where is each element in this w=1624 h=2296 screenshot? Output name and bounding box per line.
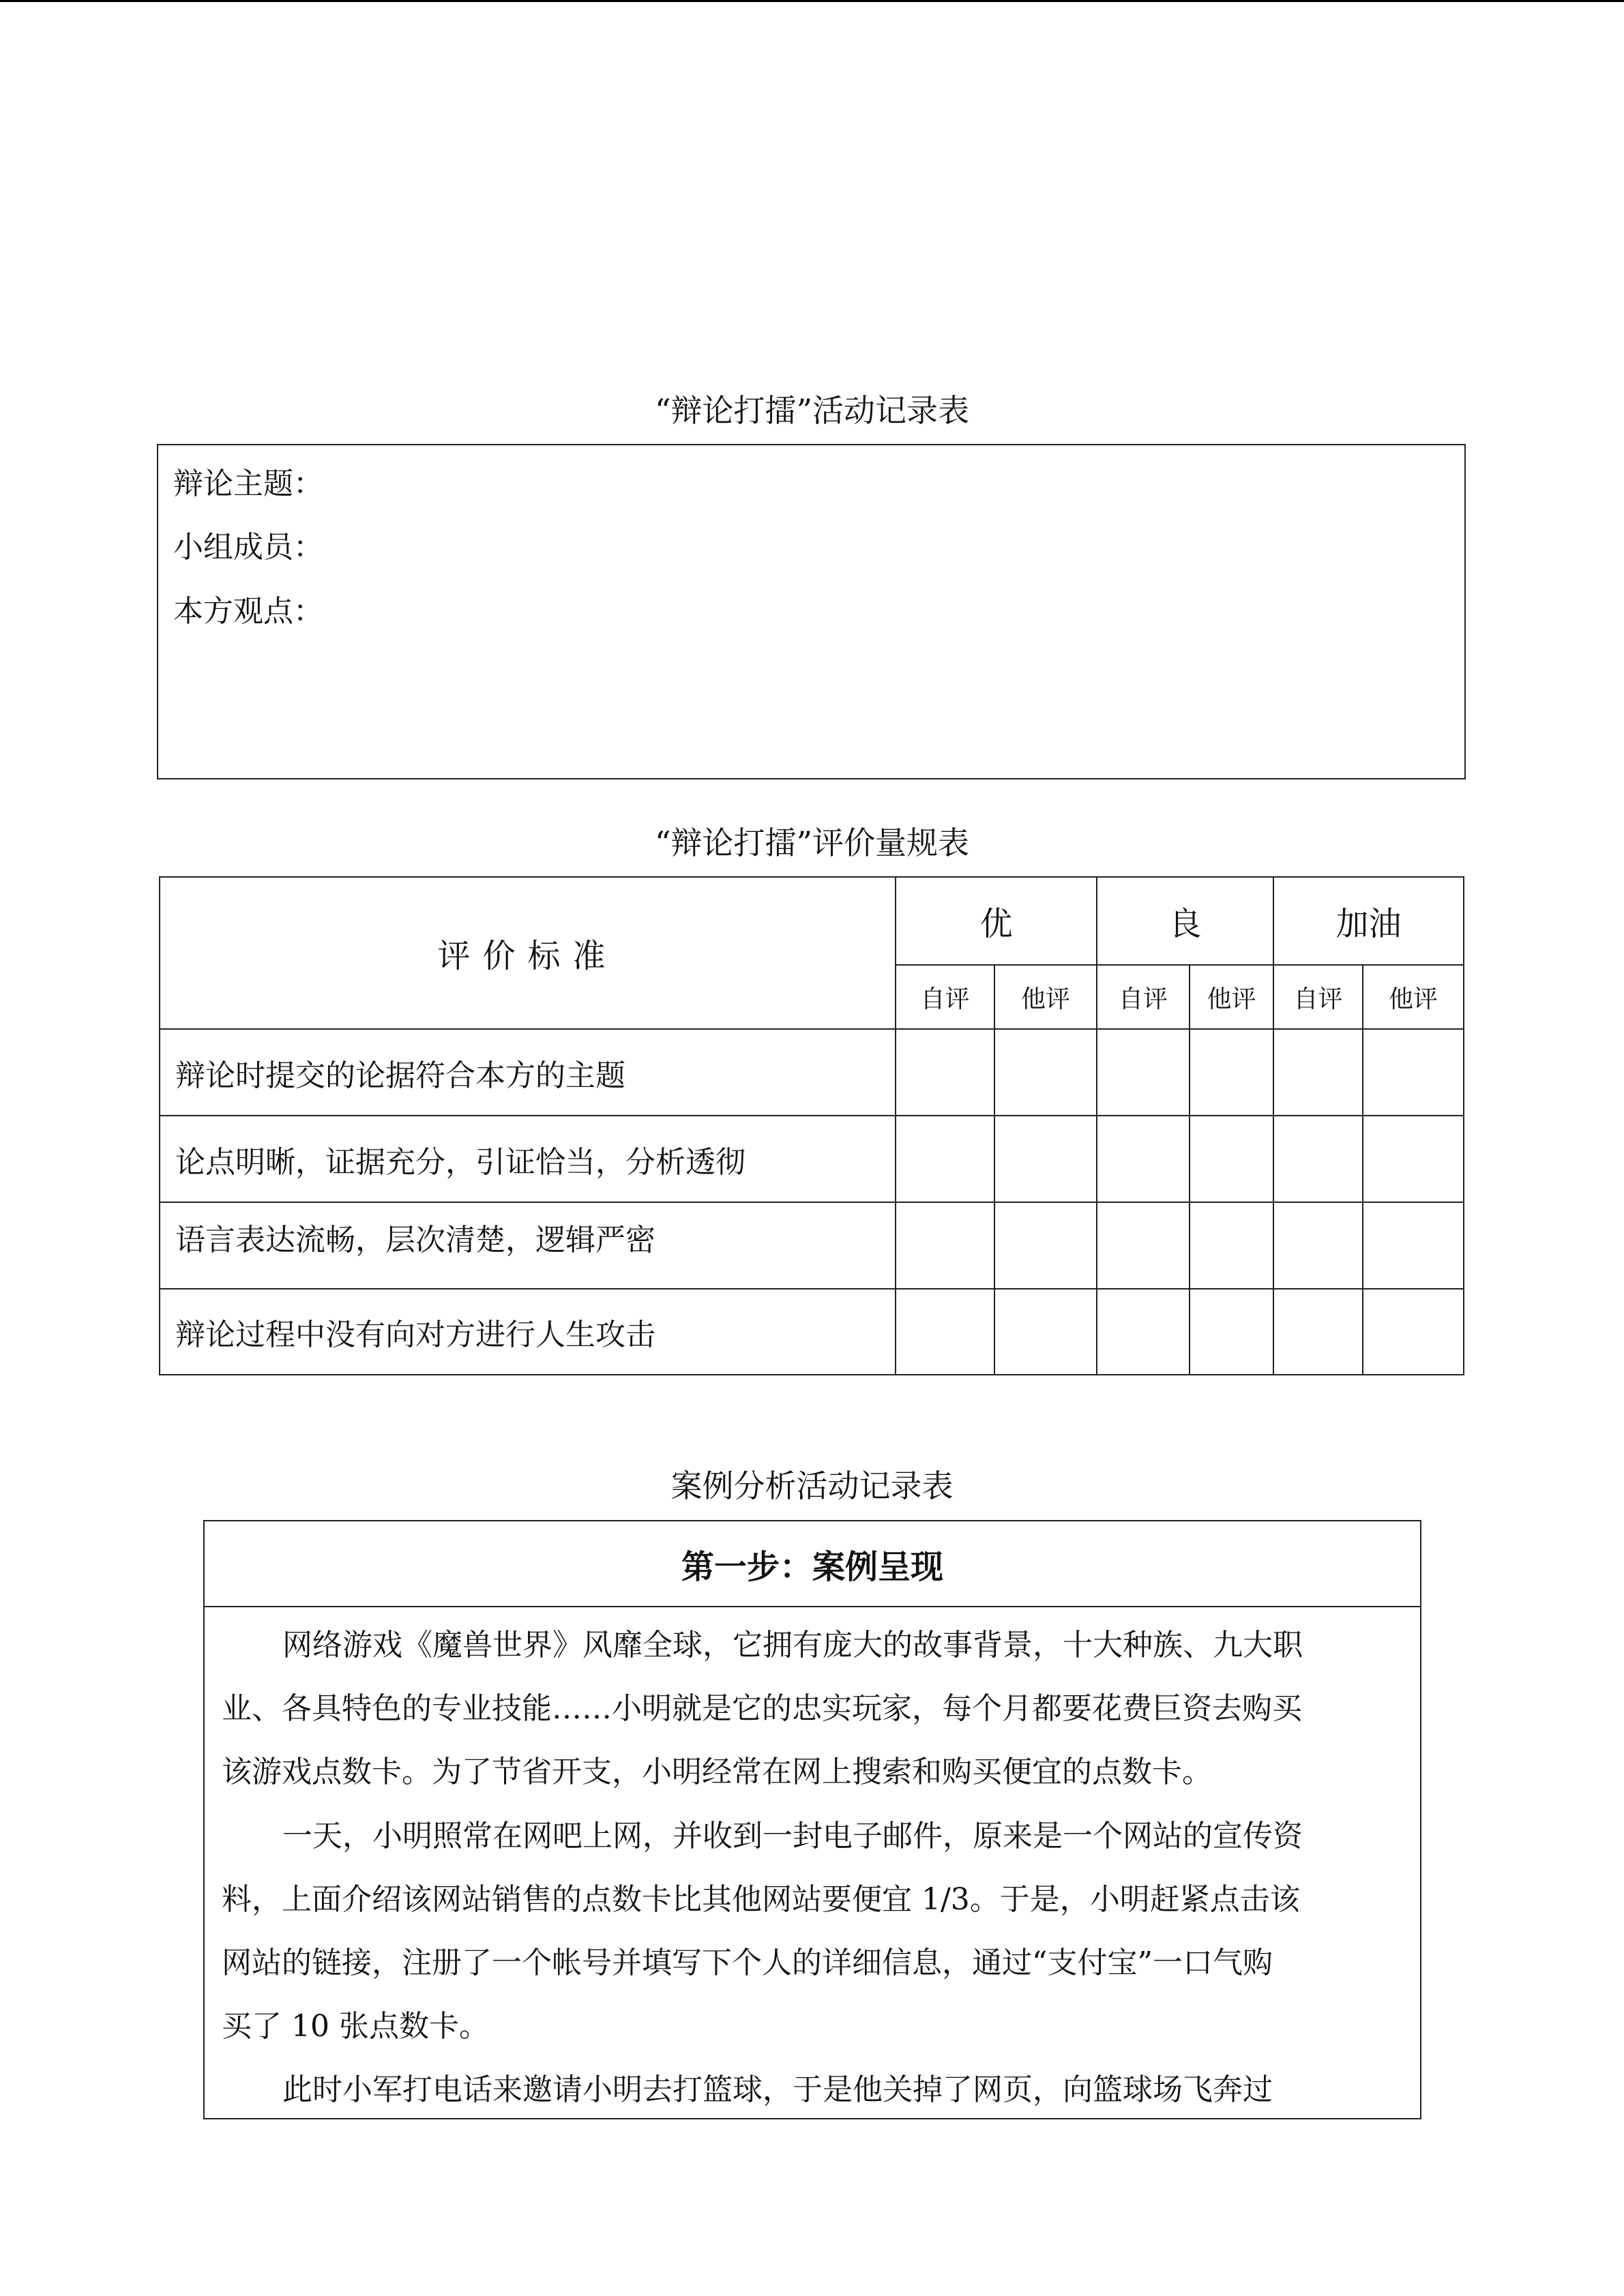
criterion-cell: 辩论过程中没有向对方进行人生攻击 <box>160 1289 896 1375</box>
case-text-line: 此时小军打电话来邀请小明去打篮球，于是他关掉了网页，向篮球场飞奔过 <box>282 2072 1273 2107</box>
sub-header-peer: 他评 <box>994 965 1097 1029</box>
table-row <box>160 1289 1464 1375</box>
sub-header-self: 自评 <box>896 965 994 1029</box>
rating-cell <box>896 1116 994 1202</box>
rubric-title: “辩论打擂”评价量规表 <box>654 824 970 861</box>
rating-cell <box>1097 1289 1190 1375</box>
rating-cell <box>1273 1289 1363 1375</box>
rating-cell <box>896 1289 994 1375</box>
field-debate-topic: 辩论主题： <box>173 466 323 501</box>
case-analysis-box <box>203 1520 1421 2119</box>
criterion-cell: 论点明晰，证据充分，引证恰当，分析透彻 <box>160 1116 896 1202</box>
rating-cell <box>1273 1202 1363 1289</box>
record-table-title: “辩论打擂”活动记录表 <box>654 392 970 429</box>
rating-cell <box>1363 1116 1464 1202</box>
case-text-line: 网站的链接，注册了一个帐号并填写下个人的详细信息，通过“支付宝”一口气购 <box>222 1945 1273 1980</box>
criterion-cell: 辩论时提交的论据符合本方的主题 <box>160 1029 896 1116</box>
case-text-line: 买了 10 张点数卡。 <box>222 2009 489 2044</box>
rubric-header-criteria: 评价标准 <box>160 877 896 1029</box>
rating-cell <box>1190 1289 1273 1375</box>
sub-header-self: 自评 <box>1097 965 1190 1029</box>
rating-cell <box>994 1289 1097 1375</box>
rating-cell <box>994 1029 1097 1116</box>
rating-cell <box>1273 1116 1363 1202</box>
rating-cell <box>994 1202 1097 1289</box>
rating-cell <box>1097 1202 1190 1289</box>
case-text-line: 料，上面介绍该网站销售的点数卡比其他网站要便宜 1/3。于是，小明赶紧点击该 <box>222 1882 1300 1917</box>
level-excellent: 优 <box>896 877 1097 965</box>
case-text-line: 网络游戏《魔兽世界》风靡全球，它拥有庞大的故事背景，十大种族、九大职 <box>282 1628 1303 1663</box>
case-analysis-title: 案例分析活动记录表 <box>670 1467 954 1504</box>
rubric-table <box>159 876 1464 1375</box>
case-text-line: 业、各具特色的专业技能……小明就是它的忠实玩家，每个月都要花费巨资去购买 <box>222 1691 1302 1726</box>
table-row <box>160 1202 1464 1289</box>
field-our-viewpoint: 本方观点： <box>173 594 323 629</box>
rating-cell <box>1097 1116 1190 1202</box>
record-table-box <box>157 444 1466 779</box>
criterion-cell: 语言表达流畅，层次清楚，逻辑严密 <box>160 1202 896 1289</box>
case-text-line: 一天，小明照常在网吧上网，并收到一封电子邮件，原来是一个网站的宣传资 <box>282 1819 1303 1853</box>
rating-cell <box>1190 1029 1273 1116</box>
level-keep-going: 加油 <box>1273 877 1464 965</box>
rating-cell <box>1363 1202 1464 1289</box>
sub-header-self: 自评 <box>1273 965 1363 1029</box>
level-good: 良 <box>1097 877 1273 965</box>
step-heading: 第一步：案例呈现 <box>205 1521 1420 1607</box>
table-row <box>160 1029 1464 1116</box>
rating-cell <box>1190 1202 1273 1289</box>
rating-cell <box>896 1029 994 1116</box>
rating-cell <box>1363 1289 1464 1375</box>
sub-header-peer: 他评 <box>1190 965 1273 1029</box>
top-border-line <box>0 0 1624 2</box>
rating-cell <box>1190 1116 1273 1202</box>
field-group-members: 小组成员： <box>173 530 323 565</box>
table-row <box>160 1116 1464 1202</box>
case-text-line: 该游戏点数卡。为了节省开支，小明经常在网上搜索和购买便宜的点数卡。 <box>222 1755 1212 1789</box>
rating-cell <box>994 1116 1097 1202</box>
rating-cell <box>896 1202 994 1289</box>
rating-cell <box>1273 1029 1363 1116</box>
sub-header-peer: 他评 <box>1363 965 1464 1029</box>
rating-cell <box>1097 1029 1190 1116</box>
rating-cell <box>1363 1029 1464 1116</box>
